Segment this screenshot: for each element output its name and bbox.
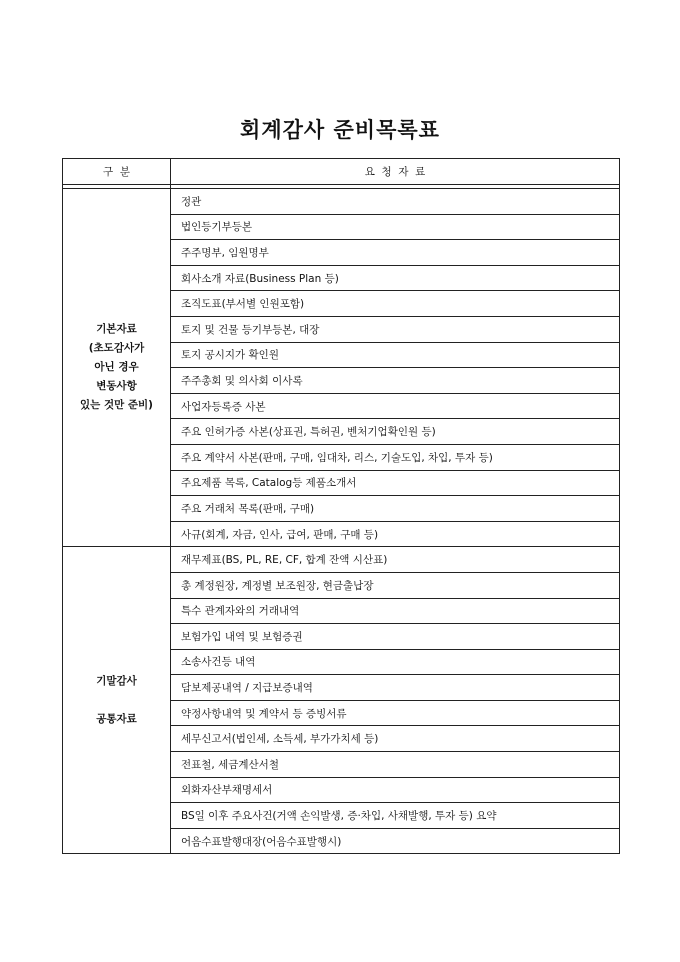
document-title: 회계감사 준비목록표 xyxy=(240,118,440,142)
requested-item: 주요 거래처 목록(판매, 구매) xyxy=(171,496,620,522)
group-label-line: 있는 것만 준비) xyxy=(80,399,153,412)
group-label-line: 기말감사 xyxy=(96,674,137,687)
requested-item: 보험가입 내역 및 보험증권 xyxy=(171,624,620,650)
requested-item: 법인등기부등본 xyxy=(171,214,620,240)
group-label-line: 공통자료 xyxy=(96,712,137,725)
group-label-line: (초도감사가 xyxy=(88,342,145,355)
group-label-cell xyxy=(63,189,171,547)
requested-item: 토지 공시지가 확인원 xyxy=(171,342,620,368)
requested-item: 조직도표(부서별 인원포함) xyxy=(171,291,620,317)
group-label-line: 기본자료 xyxy=(96,323,137,336)
requested-item: BS일 이후 주요사건(거액 손익발생, 증·차입, 사채발행, 투자 등) 요약 xyxy=(171,803,620,829)
group-label-line: 변동사항 xyxy=(96,380,137,393)
requested-item: 재무제표(BS, PL, RE, CF, 합계 잔액 시산표) xyxy=(171,547,620,573)
requested-item: 소송사건등 내역 xyxy=(171,649,620,675)
requested-item: 외화자산부채명세서 xyxy=(171,777,620,803)
requested-item: 주요제품 목록, Catalog등 제품소개서 xyxy=(171,470,620,496)
requested-item: 정관 xyxy=(171,189,620,215)
requested-item: 약정사항내역 및 계약서 등 증빙서류 xyxy=(171,700,620,726)
requested-item: 전표철, 세금계산서철 xyxy=(171,752,620,778)
table-header-row xyxy=(63,159,620,185)
table-row xyxy=(63,547,620,573)
requested-item: 주요 계약서 사본(판매, 구매, 임대차, 리스, 기술도입, 차입, 투자 등) xyxy=(171,444,620,470)
requested-item: 주요 인허가증 사본(상표권, 특허권, 벤처기업확인원 등) xyxy=(171,419,620,445)
header-category: 구 분 xyxy=(63,159,171,185)
requested-item: 세무신고서(법인세, 소득세, 부가가치세 등) xyxy=(171,726,620,752)
requested-item: 사규(회계, 자금, 인사, 급여, 판매, 구매 등) xyxy=(171,521,620,547)
requested-item: 회사소개 자료(Business Plan 등) xyxy=(171,265,620,291)
table-row xyxy=(63,189,620,215)
requested-item: 사업자등록증 사본 xyxy=(171,393,620,419)
table-body xyxy=(63,189,620,854)
group-label-line: 아닌 경우 xyxy=(94,361,139,374)
requested-item: 어음수표발행대장(어음수표발행시) xyxy=(171,828,620,854)
requested-item: 주주명부, 임원명부 xyxy=(171,240,620,266)
requested-item: 특수 관계자와의 거래내역 xyxy=(171,598,620,624)
header-requested-materials: 요 청 자 료 xyxy=(171,159,620,185)
requested-item: 담보제공내역 / 지급보증내역 xyxy=(171,675,620,701)
checklist-table xyxy=(62,158,620,854)
requested-item: 총 계정원장, 계정별 보조원장, 현금출납장 xyxy=(171,572,620,598)
requested-item: 주주총회 및 의사회 이사록 xyxy=(171,368,620,394)
requested-item: 토지 및 건물 등기부등본, 대장 xyxy=(171,316,620,342)
group-label-cell xyxy=(63,547,171,854)
